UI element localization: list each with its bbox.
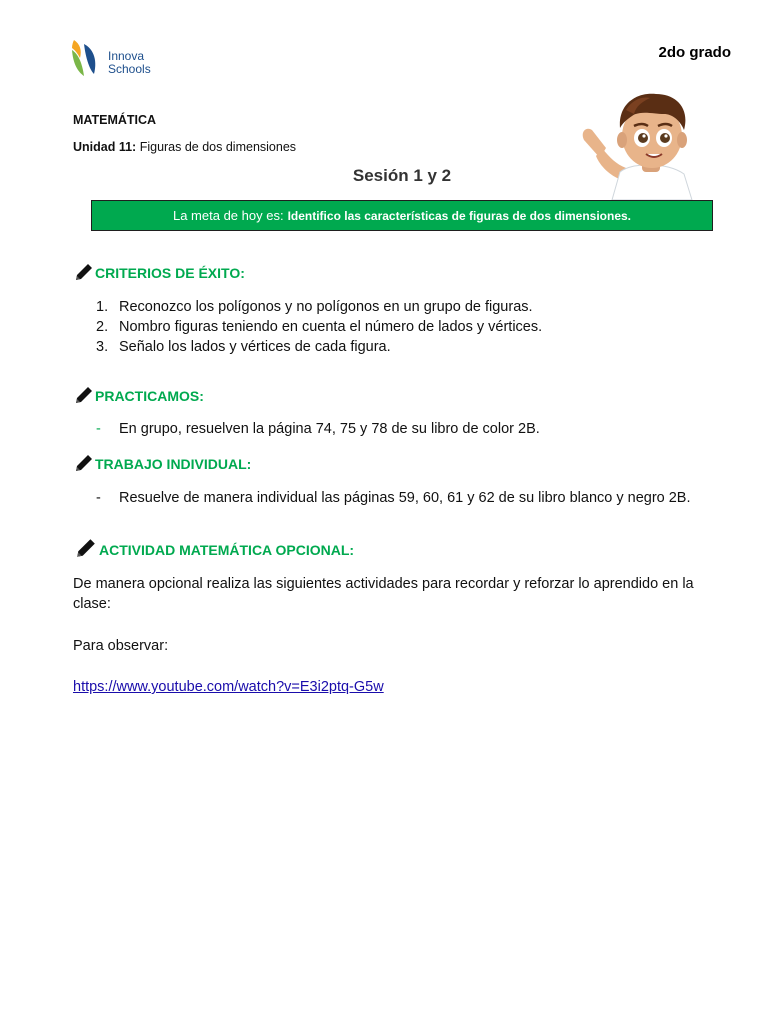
- list-number: 2.: [96, 319, 109, 335]
- list-bullet: -: [96, 421, 101, 437]
- criteria-heading: [74, 262, 245, 282]
- criteria-list: [73, 297, 542, 357]
- practice-list: [73, 419, 540, 439]
- list-item-text: En grupo, resuelven la página 74, 75 y 78 de su libro de color 2B.: [119, 421, 540, 437]
- unit-title: [73, 140, 296, 154]
- list-item-text: Reconozco los polígonos y no polígonos en un grupo de figuras.: [119, 299, 533, 315]
- optional-intro: De manera opcional realiza las siguientes actividades para recordar y reforzar lo aprendido en la clase:: [73, 576, 694, 612]
- list-item-text: Resuelve de manera individual las páginas 59, 60, 61 y 62 de su libro blanco y negro 2B.: [119, 490, 691, 506]
- list-item-text: Señalo los lados y vértices de cada figura.: [119, 339, 391, 355]
- list-item: [73, 297, 542, 317]
- list-item: [73, 317, 542, 337]
- pencil-icon: [74, 453, 94, 473]
- observe-label: Para observar:: [73, 638, 169, 654]
- logo-line2: Schools: [108, 62, 151, 76]
- criteria-heading-text: CRITERIOS DE ÉXITO:: [95, 265, 245, 281]
- innova-schools-logo: [70, 38, 170, 82]
- grade-label: 2do grado: [658, 44, 731, 61]
- unit-label: Unidad 11:: [73, 140, 137, 154]
- session-title: Sesión 1 y 2: [352, 166, 452, 185]
- list-number: 1.: [96, 299, 109, 315]
- optional-heading: [74, 537, 354, 559]
- goal-text: Identifico las características de figuras de dos dimensiones.: [287, 208, 632, 223]
- individual-list: [73, 488, 713, 508]
- pencil-icon: [74, 262, 94, 282]
- innova-leaf-icon: [70, 38, 106, 80]
- subject-title: MATEMÁTICA: [73, 113, 157, 127]
- goal-prefix: La meta de hoy es:: [172, 208, 284, 223]
- pencil-icon: [74, 385, 94, 405]
- logo-line1: Innova: [108, 49, 145, 63]
- youtube-link[interactable]: https://www.youtube.com/watch?v=E3i2ptq-G5w: [73, 679, 384, 695]
- individual-heading-text: TRABAJO INDIVIDUAL:: [95, 456, 252, 472]
- pencil-icon: [74, 537, 98, 559]
- list-bullet: -: [96, 490, 101, 506]
- list-number: 3.: [96, 339, 109, 355]
- goal-banner: [91, 200, 713, 231]
- individual-heading: [74, 453, 251, 473]
- optional-heading-text: ACTIVIDAD MATEMÁTICA OPCIONAL:: [99, 542, 355, 558]
- practice-heading-text: PRACTICAMOS:: [95, 388, 204, 404]
- list-item-text: Nombro figuras teniendo en cuenta el número de lados y vértices.: [119, 319, 543, 335]
- list-item: [73, 419, 540, 439]
- unit-name: Figuras de dos dimensiones: [139, 140, 297, 154]
- list-item: [73, 488, 713, 508]
- list-item: [73, 337, 542, 357]
- practice-heading: [74, 385, 204, 405]
